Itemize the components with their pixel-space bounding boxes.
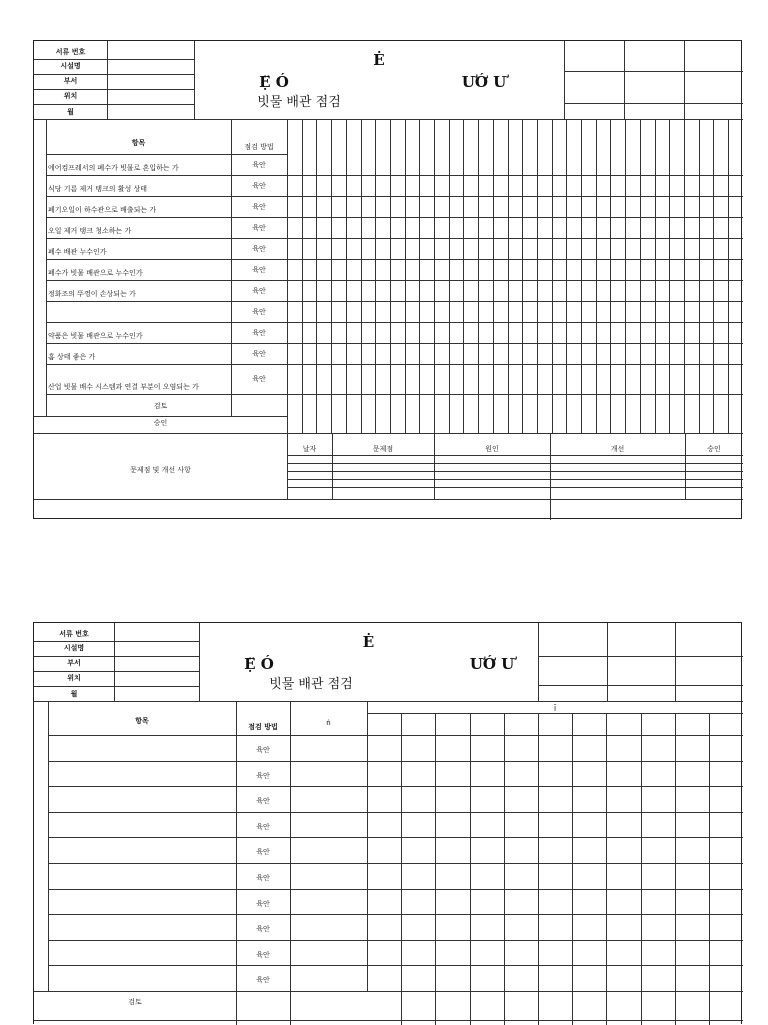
title-glyph-a-2: Ė xyxy=(362,633,375,651)
method-cell: 육안 xyxy=(256,899,270,908)
doc-number-label: 서류 번호 xyxy=(55,48,86,56)
target-header: ṅ xyxy=(326,719,331,727)
page-title: 빗물 배관 점검 xyxy=(257,95,341,110)
date-header: 날자 xyxy=(302,445,317,453)
method-cell: 육안 xyxy=(252,349,266,358)
location-label-2: 위치 xyxy=(67,674,81,682)
item-text: 에어컴프레서의 폐수가 빗물로 혼입하는 가 xyxy=(48,164,179,172)
method-cell: 육안 xyxy=(252,307,266,316)
method-cell: 육안 xyxy=(252,223,266,232)
approval-header: 승인 xyxy=(707,445,721,453)
method-cell: 육안 xyxy=(252,244,266,253)
title-glyph-a: Ė xyxy=(373,51,385,69)
problem-header: 문제점 xyxy=(372,445,394,453)
method-cell: 육안 xyxy=(256,822,270,831)
cause-header: 원인 xyxy=(485,445,499,453)
item-text: 산업 빗물 배수 시스템과 연결 부분이 오염되는 가 xyxy=(48,383,199,391)
method-cell: 육안 xyxy=(252,181,266,190)
facility-label: 시설명 xyxy=(60,62,81,70)
location-label: 위치 xyxy=(63,92,78,100)
item-text: 폐기오일이 하수관으로 배출되는 가 xyxy=(48,206,157,214)
review-label-2: 검토 xyxy=(128,998,142,1006)
item-text: 폐수가 빗물 배관으로 누수인가 xyxy=(48,269,143,277)
item-text: 정화조의 뚜껑이 손상되는 가 xyxy=(48,290,136,298)
method-cell: 육안 xyxy=(256,976,270,985)
method-cell: 육안 xyxy=(252,265,266,274)
month-label-2: 월 xyxy=(70,690,78,698)
number-header: Ī xyxy=(553,705,557,713)
method-header-2: 점검 방법 xyxy=(248,723,278,731)
item-text: 오일 제거 탱크 청소하는 가 xyxy=(48,227,132,235)
inspection-form-1 xyxy=(33,40,742,519)
issues-label: 문제점 및 개선 사항 xyxy=(130,466,191,474)
department-label: 부서 xyxy=(63,77,78,85)
inspection-form-2 xyxy=(33,622,742,1024)
doc-number-label-2: 서류 번호 xyxy=(59,630,89,638)
page-title-2: 빗물 배관 점검 xyxy=(269,677,353,692)
method-header: 점검 방법 xyxy=(244,143,274,151)
title-glyph-c: ƯỚ Ư xyxy=(461,73,507,91)
approve-label: 승인 xyxy=(153,419,168,427)
method-cell: 육안 xyxy=(252,202,266,211)
method-cell: 육안 xyxy=(256,950,270,959)
item-text: 홈 상태 좋은 가 xyxy=(48,353,96,361)
item-text: 약품은 빗물 배관으로 누수인가 xyxy=(48,332,143,340)
method-cell: 육안 xyxy=(256,771,270,780)
review-label: 검토 xyxy=(153,402,168,410)
facility-label-2: 시설명 xyxy=(63,644,85,652)
item-text: 식당 기름 제거 탱크의 활성 상태 xyxy=(48,185,148,193)
title-glyph-b-2: Ẹ̈ Ó xyxy=(244,655,274,673)
method-cell: 육안 xyxy=(252,328,266,337)
method-cell: 육안 xyxy=(256,797,270,806)
title-glyph-b: Ẹ̈ Ó xyxy=(259,73,289,91)
improve-header: 개선 xyxy=(610,445,625,453)
method-cell: 육안 xyxy=(252,160,266,169)
department-label-2: 부서 xyxy=(67,659,81,667)
method-cell: 육안 xyxy=(256,925,270,934)
method-cell: 육안 xyxy=(256,874,270,882)
month-label: 월 xyxy=(67,108,74,116)
method-cell: 육안 xyxy=(252,286,266,295)
title-glyph-c-2: ƯỚ Ư xyxy=(469,655,515,673)
method-cell: 육안 xyxy=(256,746,270,754)
item-text: 폐수 배관 누수인가 xyxy=(48,248,107,256)
method-cell: 육안 xyxy=(252,375,266,383)
item-header-2: 항목 xyxy=(135,717,149,725)
method-cell: 육안 xyxy=(256,848,270,857)
item-header: 항목 xyxy=(131,139,146,147)
